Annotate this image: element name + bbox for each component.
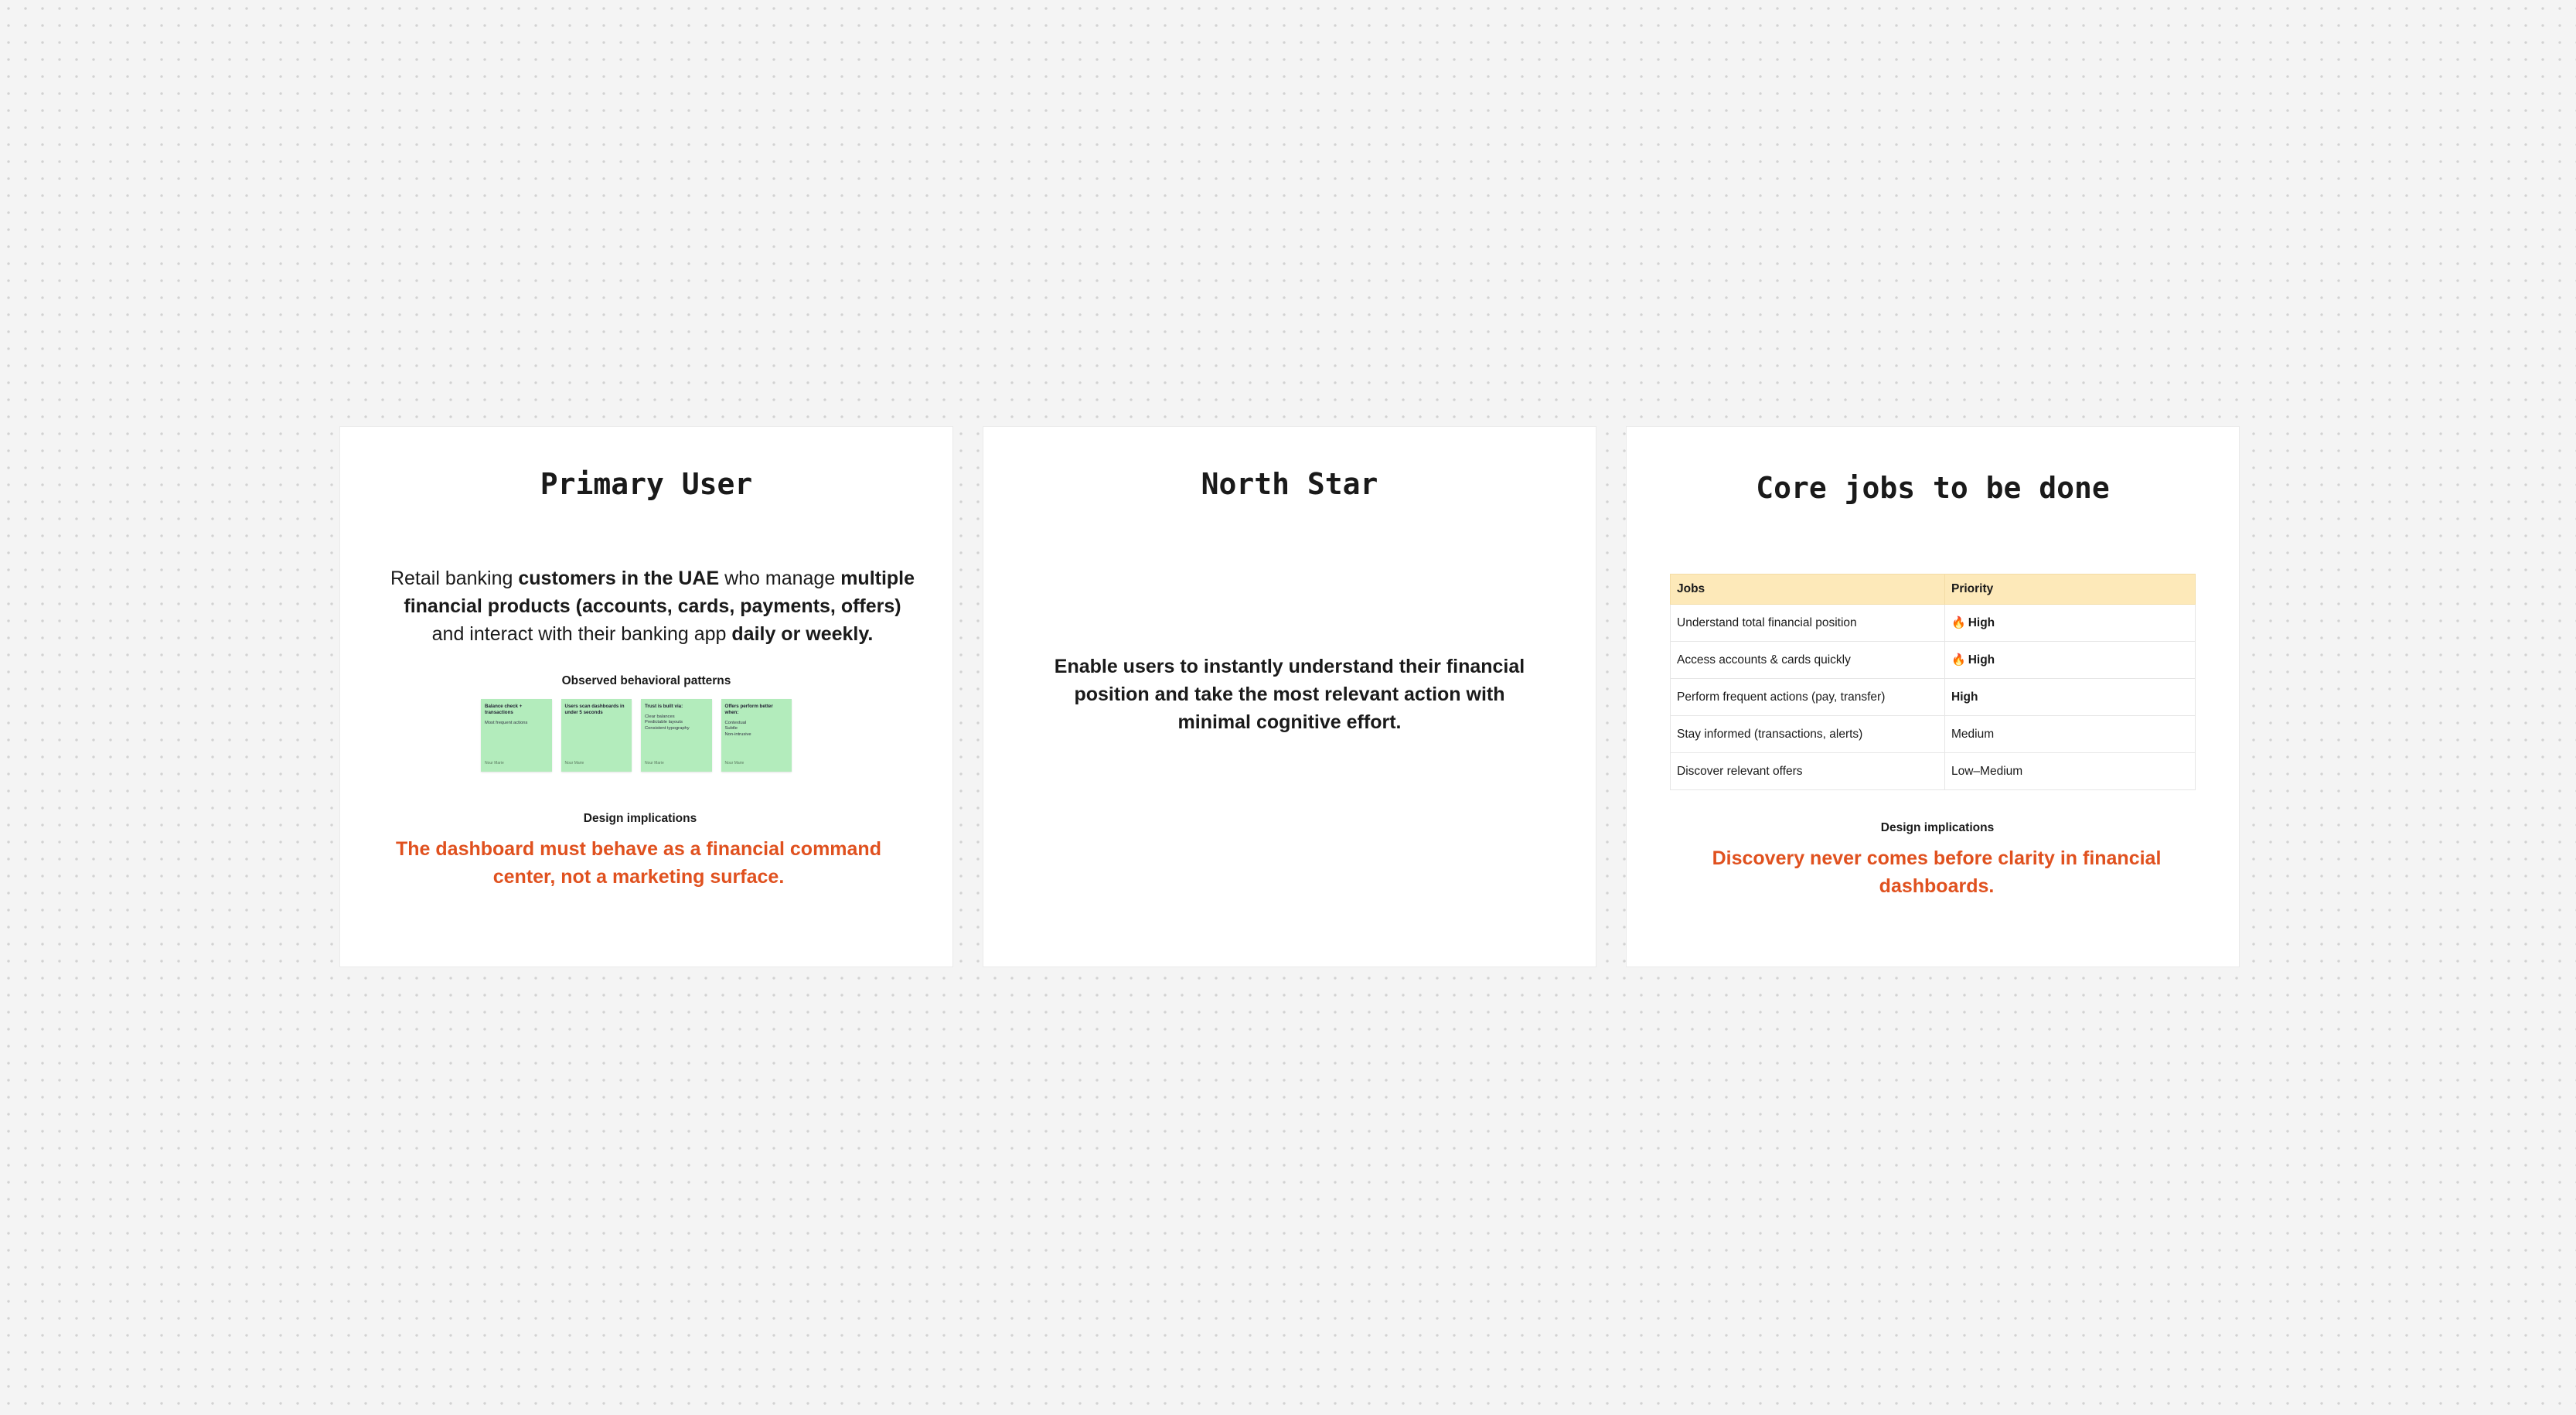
column-header-priority: Priority: [1945, 575, 2196, 605]
frame-north-star[interactable]: [983, 427, 1596, 967]
intro-text: Retail banking: [390, 568, 519, 589]
intro-emphasis: daily or weekly.: [731, 623, 874, 645]
priority-value: High: [1968, 616, 1995, 629]
sticky-note-title: Balance check + transactions: [485, 704, 523, 715]
fire-icon: 🔥: [1951, 653, 1966, 667]
sticky-note-title: Trust is built via:: [645, 704, 683, 709]
frame-title: Primary User: [540, 467, 753, 501]
frame-core-jobs[interactable]: [1627, 427, 2239, 967]
sticky-notes-group: [481, 699, 792, 772]
frame-primary-user[interactable]: [340, 427, 952, 967]
north-star-statement: Enable users to instantly understand their financial position and take the most relevant action with minimal cognitive effort.: [1054, 656, 1525, 733]
priority-cell: [1945, 605, 2196, 642]
sticky-note-body: Clear balances Predictable layouts Consistent typography: [645, 714, 690, 731]
job-cell: Understand total financial position: [1671, 605, 1945, 642]
patterns-heading: Observed behavioral patterns: [561, 674, 731, 687]
sticky-note-author: Nour Marie: [564, 761, 584, 765]
sticky-note-body: Most frequent actions: [485, 721, 528, 725]
priority-value: High: [1951, 690, 1978, 704]
sticky-note-title: Users scan dashboards in under 5 seconds: [564, 704, 625, 715]
sticky-note[interactable]: [721, 699, 792, 772]
table-row: [1671, 679, 2196, 716]
intro-text: and interact with their banking app: [431, 623, 732, 645]
intro-text: who manage: [719, 568, 841, 589]
primary-user-description: [387, 564, 918, 648]
table-header-row: [1671, 575, 2196, 605]
column-header-jobs: Jobs: [1671, 575, 1945, 605]
design-implication: Discovery never comes before clarity in financial dashboards.: [1712, 847, 2162, 897]
sticky-note[interactable]: [561, 699, 632, 772]
design-implication: The dashboard must behave as a financial command center, not a marketing surface.: [396, 838, 881, 888]
frame-title: Core jobs to be done: [1756, 471, 2110, 505]
table-row: [1671, 605, 2196, 642]
sticky-note[interactable]: [481, 699, 552, 772]
job-cell: Perform frequent actions (pay, transfer): [1671, 679, 1945, 716]
sticky-note-author: Nour Marie: [724, 761, 745, 765]
sticky-note-author: Nour Marie: [485, 761, 504, 765]
priority-cell: Low–Medium: [1945, 753, 2196, 790]
implications-heading: Design implications: [583, 812, 697, 825]
priority-cell: Medium: [1945, 716, 2196, 753]
priority-cell: [1945, 642, 2196, 679]
sticky-note-body: Contextual Subtle Non-intrusive: [724, 721, 751, 737]
fire-icon: 🔥: [1951, 616, 1966, 629]
frame-title: North Star: [1201, 467, 1378, 501]
intro-emphasis: multiple financial products (accounts, cards, payments, offers): [404, 568, 915, 617]
jobs-table: [1670, 574, 2196, 790]
table-row: [1671, 716, 2196, 753]
sticky-note-author: Nour Marie: [645, 761, 664, 765]
implications-heading: Design implications: [1880, 821, 1995, 834]
job-cell: Access accounts & cards quickly: [1671, 642, 1945, 679]
job-cell: Stay informed (transactions, alerts): [1671, 716, 1945, 753]
table-row: [1671, 642, 2196, 679]
intro-emphasis: customers in the UAE: [518, 568, 720, 589]
job-cell: Discover relevant offers: [1671, 753, 1945, 790]
priority-cell: [1945, 679, 2196, 716]
priority-value: High: [1968, 653, 1995, 667]
sticky-note[interactable]: [641, 699, 712, 772]
sticky-note-title: Offers perform better when:: [724, 704, 773, 715]
table-row: [1671, 753, 2196, 790]
